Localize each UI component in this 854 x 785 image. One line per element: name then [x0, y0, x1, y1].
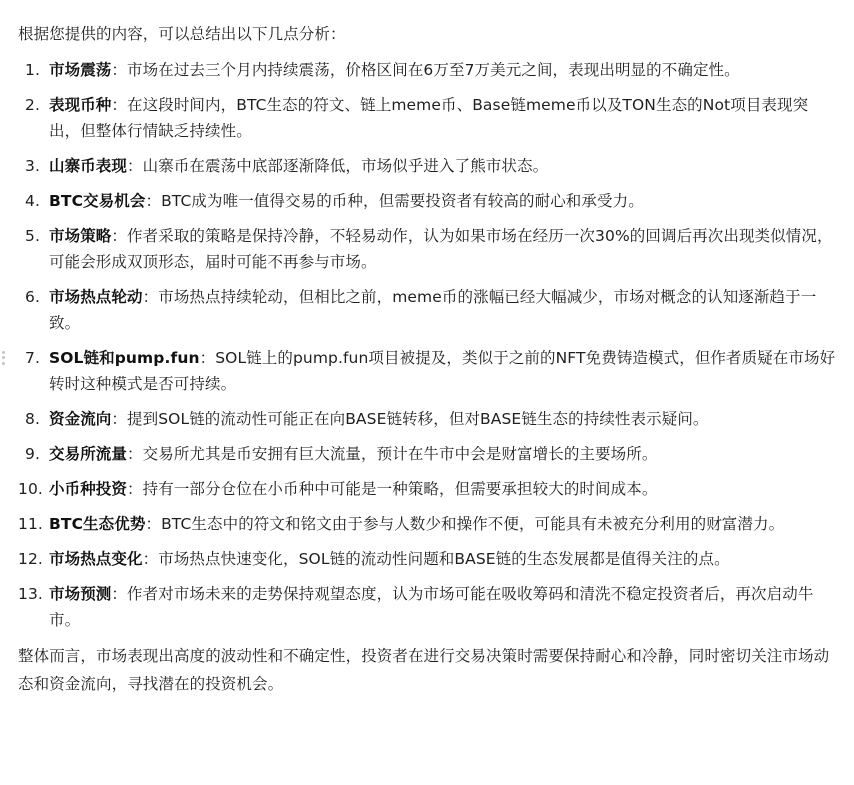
item-term: 市场策略 — [49, 227, 112, 245]
item-number: 9. — [25, 445, 40, 463]
intro-text: 根据您提供的内容，可以总结出以下几点分析： — [18, 25, 346, 43]
item-number: 7. — [25, 349, 40, 367]
item-desc: BTC成为唯一值得交易的币种，但需要投资者有较高的耐心和承受力。 — [161, 192, 644, 210]
item-desc: 山寨币在震荡中底部逐渐降低，市场似乎进入了熊市状态。 — [142, 157, 549, 175]
analysis-list — [18, 57, 836, 633]
item-desc: 交易所尤其是币安拥有巨大流量，预计在牛市中会是财富增长的主要场所。 — [142, 445, 658, 463]
list-item: 5. 市场策略：作者采取的策略是保持冷静，不轻易动作，认为如果市场在经历一次30%的回调后再次出现类似情况，可能会形成双顶形态，届时可能不再参与市场。 — [18, 223, 836, 275]
item-number: 4. — [25, 192, 40, 210]
item-term: 市场预测 — [49, 585, 112, 603]
item-term: 表现币种 — [49, 96, 112, 114]
outro-text: 整体而言，市场表现出高度的波动性和不确定性，投资者在进行交易决策时需要保持耐心和冷静，同时密切关注市场动态和资金流向，寻找潜在的投资机会。 — [18, 647, 830, 693]
item-desc: 市场热点持续轮动，但相比之前，meme币的涨幅已经大幅减少，市场对概念的认知逐渐趋于一致。 — [49, 288, 817, 332]
item-number: 1. — [25, 61, 40, 79]
list-item: 11. BTC生态优势：BTC生态中的符文和铭文由于参与人数少和操作不便，可能具有未被充分利用的财富潜力。 — [18, 511, 836, 537]
item-desc: 市场在过去三个月内持续震荡，价格区间在6万至7万美元之间，表现出明显的不确定性。 — [127, 61, 740, 79]
item-number: 2. — [25, 96, 40, 114]
list-item: 7. SOL链和pump.fun：SOL链上的pump.fun项目被提及，类似于之前的NFT免费铸造模式，但作者质疑在市场好转时这种模式是否可持续。 — [18, 345, 836, 397]
list-item: 6. 市场热点轮动：市场热点持续轮动，但相比之前，meme币的涨幅已经大幅减少，市场对概念的认知逐渐趋于一致。 — [18, 284, 836, 336]
item-term: SOL链和pump.fun — [49, 349, 200, 367]
list-item: 4. BTC交易机会：BTC成为唯一值得交易的币种，但需要投资者有较高的耐心和承受力。 — [18, 188, 836, 214]
list-item: 9. 交易所流量：交易所尤其是币安拥有巨大流量，预计在牛市中会是财富增长的主要场所。 — [18, 441, 836, 467]
item-number: 12. — [18, 550, 43, 568]
item-term: 市场热点轮动 — [49, 288, 143, 306]
item-term: BTC交易机会 — [49, 192, 146, 210]
drag-handle-icon[interactable] — [0, 351, 6, 365]
item-desc: 提到SOL链的流动性可能正在向BASE链转移，但对BASE链生态的持续性表示疑问。 — [127, 410, 709, 428]
item-number: 13. — [18, 585, 43, 603]
item-term: 资金流向 — [49, 410, 112, 428]
item-desc: 持有一部分仓位在小币种中可能是一种策略，但需要承担较大的时间成本。 — [142, 480, 658, 498]
item-number: 5. — [25, 227, 40, 245]
item-desc: 在这段时间内，BTC生态的符文、链上meme币、Base链meme币以及TON生态的Not项目表现突出，但整体行情缺乏持续性。 — [49, 96, 809, 140]
document-body — [18, 20, 836, 698]
item-term: 交易所流量 — [49, 445, 128, 463]
item-term: 市场震荡 — [49, 61, 112, 79]
item-desc: 市场热点快速变化，SOL链的流动性问题和BASE链的生态发展都是值得关注的点。 — [158, 550, 730, 568]
item-desc: BTC生态中的符文和铭文由于参与人数少和操作不便，可能具有未被充分利用的财富潜力。 — [161, 515, 785, 533]
item-term: 山寨币表现 — [49, 157, 128, 175]
item-term: 市场热点变化 — [49, 550, 143, 568]
item-desc: 作者采取的策略是保持冷静，不轻易动作，认为如果市场在经历一次30%的回调后再次出现类似情况，可能会形成双顶形态，届时可能不再参与市场。 — [49, 227, 833, 271]
list-item: 8. 资金流向：提到SOL链的流动性可能正在向BASE链转移，但对BASE链生态的持续性表示疑问。 — [18, 406, 836, 432]
item-term: 小币种投资 — [49, 480, 128, 498]
list-item: 12. 市场热点变化：市场热点快速变化，SOL链的流动性问题和BASE链的生态发展都是值得关注的点。 — [18, 546, 836, 572]
list-item: 1. 市场震荡：市场在过去三个月内持续震荡，价格区间在6万至7万美元之间，表现出明显的不确定性。 — [18, 57, 836, 83]
item-number: 3. — [25, 157, 40, 175]
item-number: 8. — [25, 410, 40, 428]
item-number: 11. — [18, 515, 43, 533]
list-item: 3. 山寨币表现：山寨币在震荡中底部逐渐降低，市场似乎进入了熊市状态。 — [18, 153, 836, 179]
list-item: 10. 小币种投资：持有一部分仓位在小币种中可能是一种策略，但需要承担较大的时间成本。 — [18, 476, 836, 502]
item-number: 6. — [25, 288, 40, 306]
list-item: 2. 表现币种：在这段时间内，BTC生态的符文、链上meme币、Base链meme币以及TON生态的Not项目表现突出，但整体行情缺乏持续性。 — [18, 92, 836, 144]
item-desc: SOL链上的pump.fun项目被提及，类似于之前的NFT免费铸造模式，但作者质疑在市场好转时这种模式是否可持续。 — [49, 349, 836, 393]
item-desc: 作者对市场未来的走势保持观望态度，认为市场可能在吸收筹码和清洗不稳定投资者后，再次启动牛市。 — [49, 585, 814, 629]
item-number: 10. — [18, 480, 43, 498]
item-term: BTC生态优势 — [49, 515, 146, 533]
list-item: 13. 市场预测：作者对市场未来的走势保持观望态度，认为市场可能在吸收筹码和清洗不稳定投资者后，再次启动牛市。 — [18, 581, 836, 633]
